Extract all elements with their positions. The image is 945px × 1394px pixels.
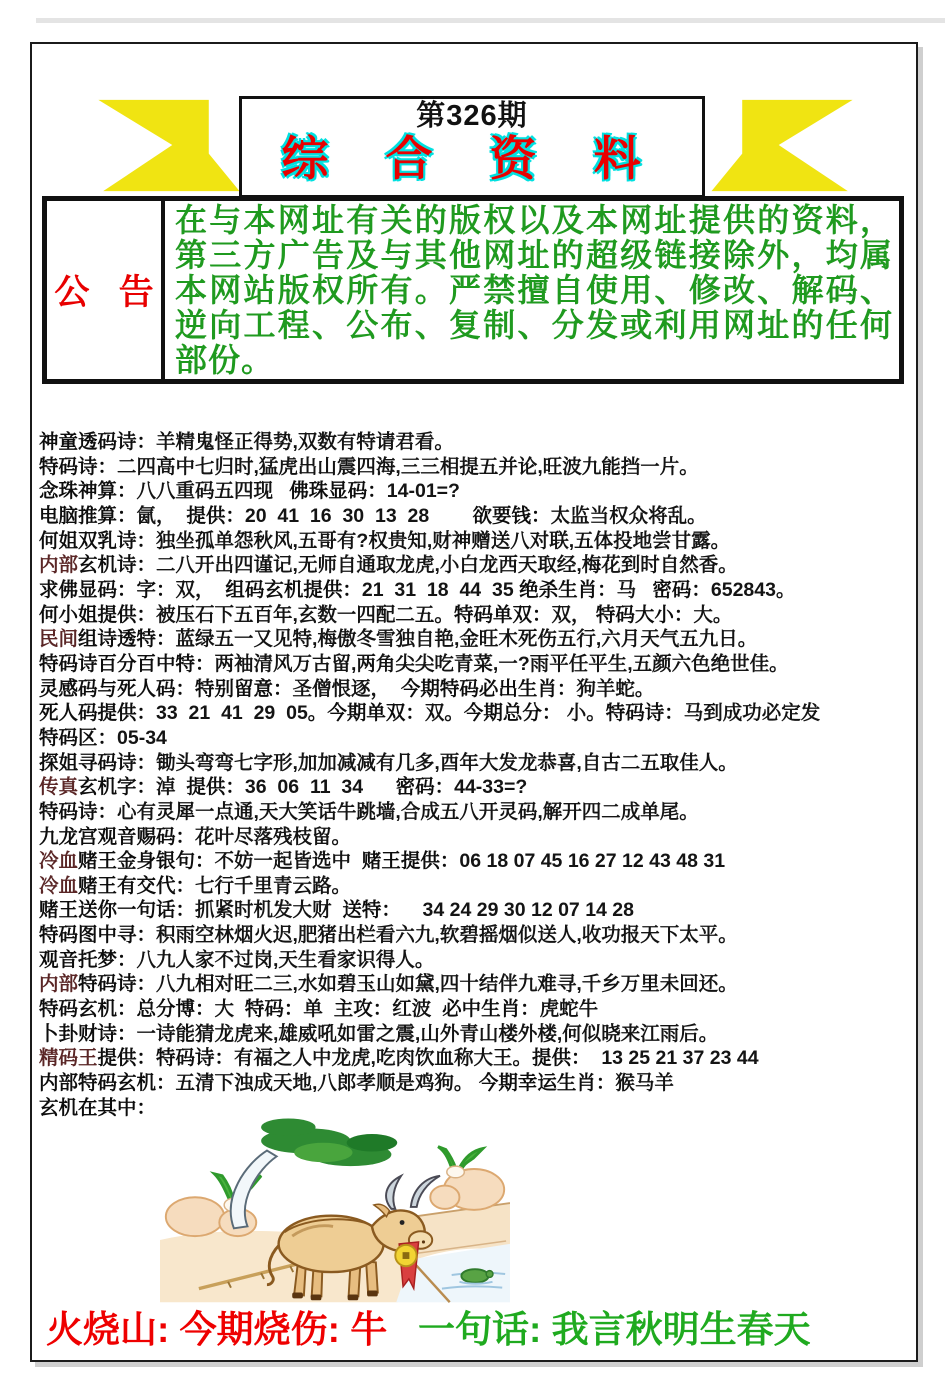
text-line: 观音托梦：八九人家不过岗,天生看家识得人。	[39, 948, 435, 971]
text-line: 民间组诗透特：蓝绿五一又见特,梅傲冬雪独自艳,金旺木死伤五行,六月天气五九日。	[39, 628, 758, 651]
text-line: 探姐寻码诗：锄头弯弯七字形,加加减减有几多,酉年大发龙恭喜,自古二五取佳人。	[39, 751, 738, 774]
footer-sentence-text: 一句话: 我言秋明生春天	[418, 1309, 811, 1350]
text-line: 特码诗：二四高中七归时,猛虎出山震四海,三三相提五并论,旺波九能挡一片。	[39, 455, 699, 478]
text-line: 念珠神算：八八重码五四现 佛珠显码：14-01=?	[39, 480, 460, 503]
announcement-box	[42, 196, 904, 384]
text-line: 何姐双乳诗：独坐孤单怨秋风,五哥有?权贵知,财神赠送八对联,五体投地尝甘露。	[39, 529, 731, 552]
text-line: 特码区：05-34	[39, 726, 167, 749]
announcement-text: 在与本网址有关的版权以及本网址提供的资料，第三方广告及与其他网址的超级链接除外，均属本网站版权所有。严禁擅自使用、修改、解码、逆向工程、公布、复制、分发或利用网址的任何部份。	[175, 202, 893, 378]
footer-line	[46, 1299, 811, 1353]
main-lines	[39, 430, 909, 1120]
text-line: 冷血赌王金身银句：不妨一起皆选中 赌王提供：06 18 07 45 16 27 12 43 48 31	[39, 850, 726, 873]
title-box	[239, 96, 705, 198]
footer-burn-text: 火烧山: 今期烧伤: 牛	[46, 1309, 388, 1350]
text-line: 特码诗百分百中特：两袖清风万古留,两角尖尖吃青菜,一?雨平任平生,五颜六色绝世佳。	[39, 652, 789, 675]
ribbon-right-icon	[710, 98, 857, 194]
text-line: 神童透码诗：羊精鬼怪正得势,双数有特请君看。	[39, 431, 454, 453]
ribbon-left-icon	[94, 98, 241, 194]
text-line: 玄机在其中：	[39, 1096, 157, 1119]
text-line: 卜卦财诗：一诗能猜龙虎来,雄威吼如雷之震,山外青山楼外楼,何似晓来江雨后。	[39, 1022, 719, 1045]
text-line: 何小姐提供：被压石下五百年,玄数一四配二五。特码单双：双， 特码大小：大。	[39, 603, 733, 626]
announcement-label: 公 告	[47, 201, 165, 379]
issue-number: 第326期	[416, 100, 528, 132]
text-line: 电脑推算：氤， 提供：20 41 16 30 13 28 欲要钱：太监当权众将乱。	[39, 504, 707, 527]
text-line: 特码诗：心有灵犀一点通,天大笑话牛跳墙,合成五八开灵码,解开四二成单尾。	[39, 800, 699, 823]
text-line: 特码图中寻：积雨空林烟火迟,肥猪出栏看六九,软碧摇烟似送人,收功报天下太平。	[39, 924, 738, 947]
text-line: 特码玄机：总分博：大 特码：单 主攻：红波 必中生肖：虎蛇牛	[39, 998, 599, 1021]
text-line: 内部特码玄机：五清下浊成天地,八郎孝顺是鸡狗。 今期幸运生肖：猴马羊	[39, 1072, 674, 1095]
text-line: 冷血赌王有交代：七行千里青云路。	[39, 874, 352, 897]
text-line: 死人码提供：33 21 41 29 05。今期单双：双。今期总分： 小。特码诗：马到成功必定发	[39, 702, 821, 725]
text-line: 求佛显码：字：双， 组码玄机提供：21 31 18 44 35 绝杀生肖：马 密码：652843。	[39, 578, 796, 601]
text-line: 九龙宫观音赐码：花叶尽落残枝留。	[39, 825, 352, 848]
text-line: 内部特码诗：八九相对旺二三,水如碧玉山如黛,四十结伴九难寻,千乡万里未回还。	[39, 973, 738, 996]
text-line: 精码王提供：特码诗：有福之人中龙虎,吃肉饮血称大王。提供： 13 25 21 37 23 44	[39, 1047, 759, 1070]
page-frame	[30, 42, 918, 1362]
top-divider	[36, 18, 945, 23]
footer-gap	[387, 1309, 418, 1350]
text-line: 灵感码与死人码：特别留意：圣僧恨逐， 今期特码必出生肖：狗羊蛇。	[39, 677, 655, 700]
ox-illustration	[160, 1106, 510, 1304]
text-line: 赌王送你一句话：抓紧时机发大财 送特： 34 24 29 30 12 07 14 28	[39, 899, 634, 922]
text-line: 传真玄机字：淖 提供：36 06 11 34 密码：44-33=?	[39, 776, 528, 799]
page-title: 综 合 资 料	[281, 132, 663, 185]
text-line: 内部玄机诗：二八开出四谨记,无师自通取龙虎,小白龙西天取经,梅花到时自然香。	[39, 554, 738, 577]
